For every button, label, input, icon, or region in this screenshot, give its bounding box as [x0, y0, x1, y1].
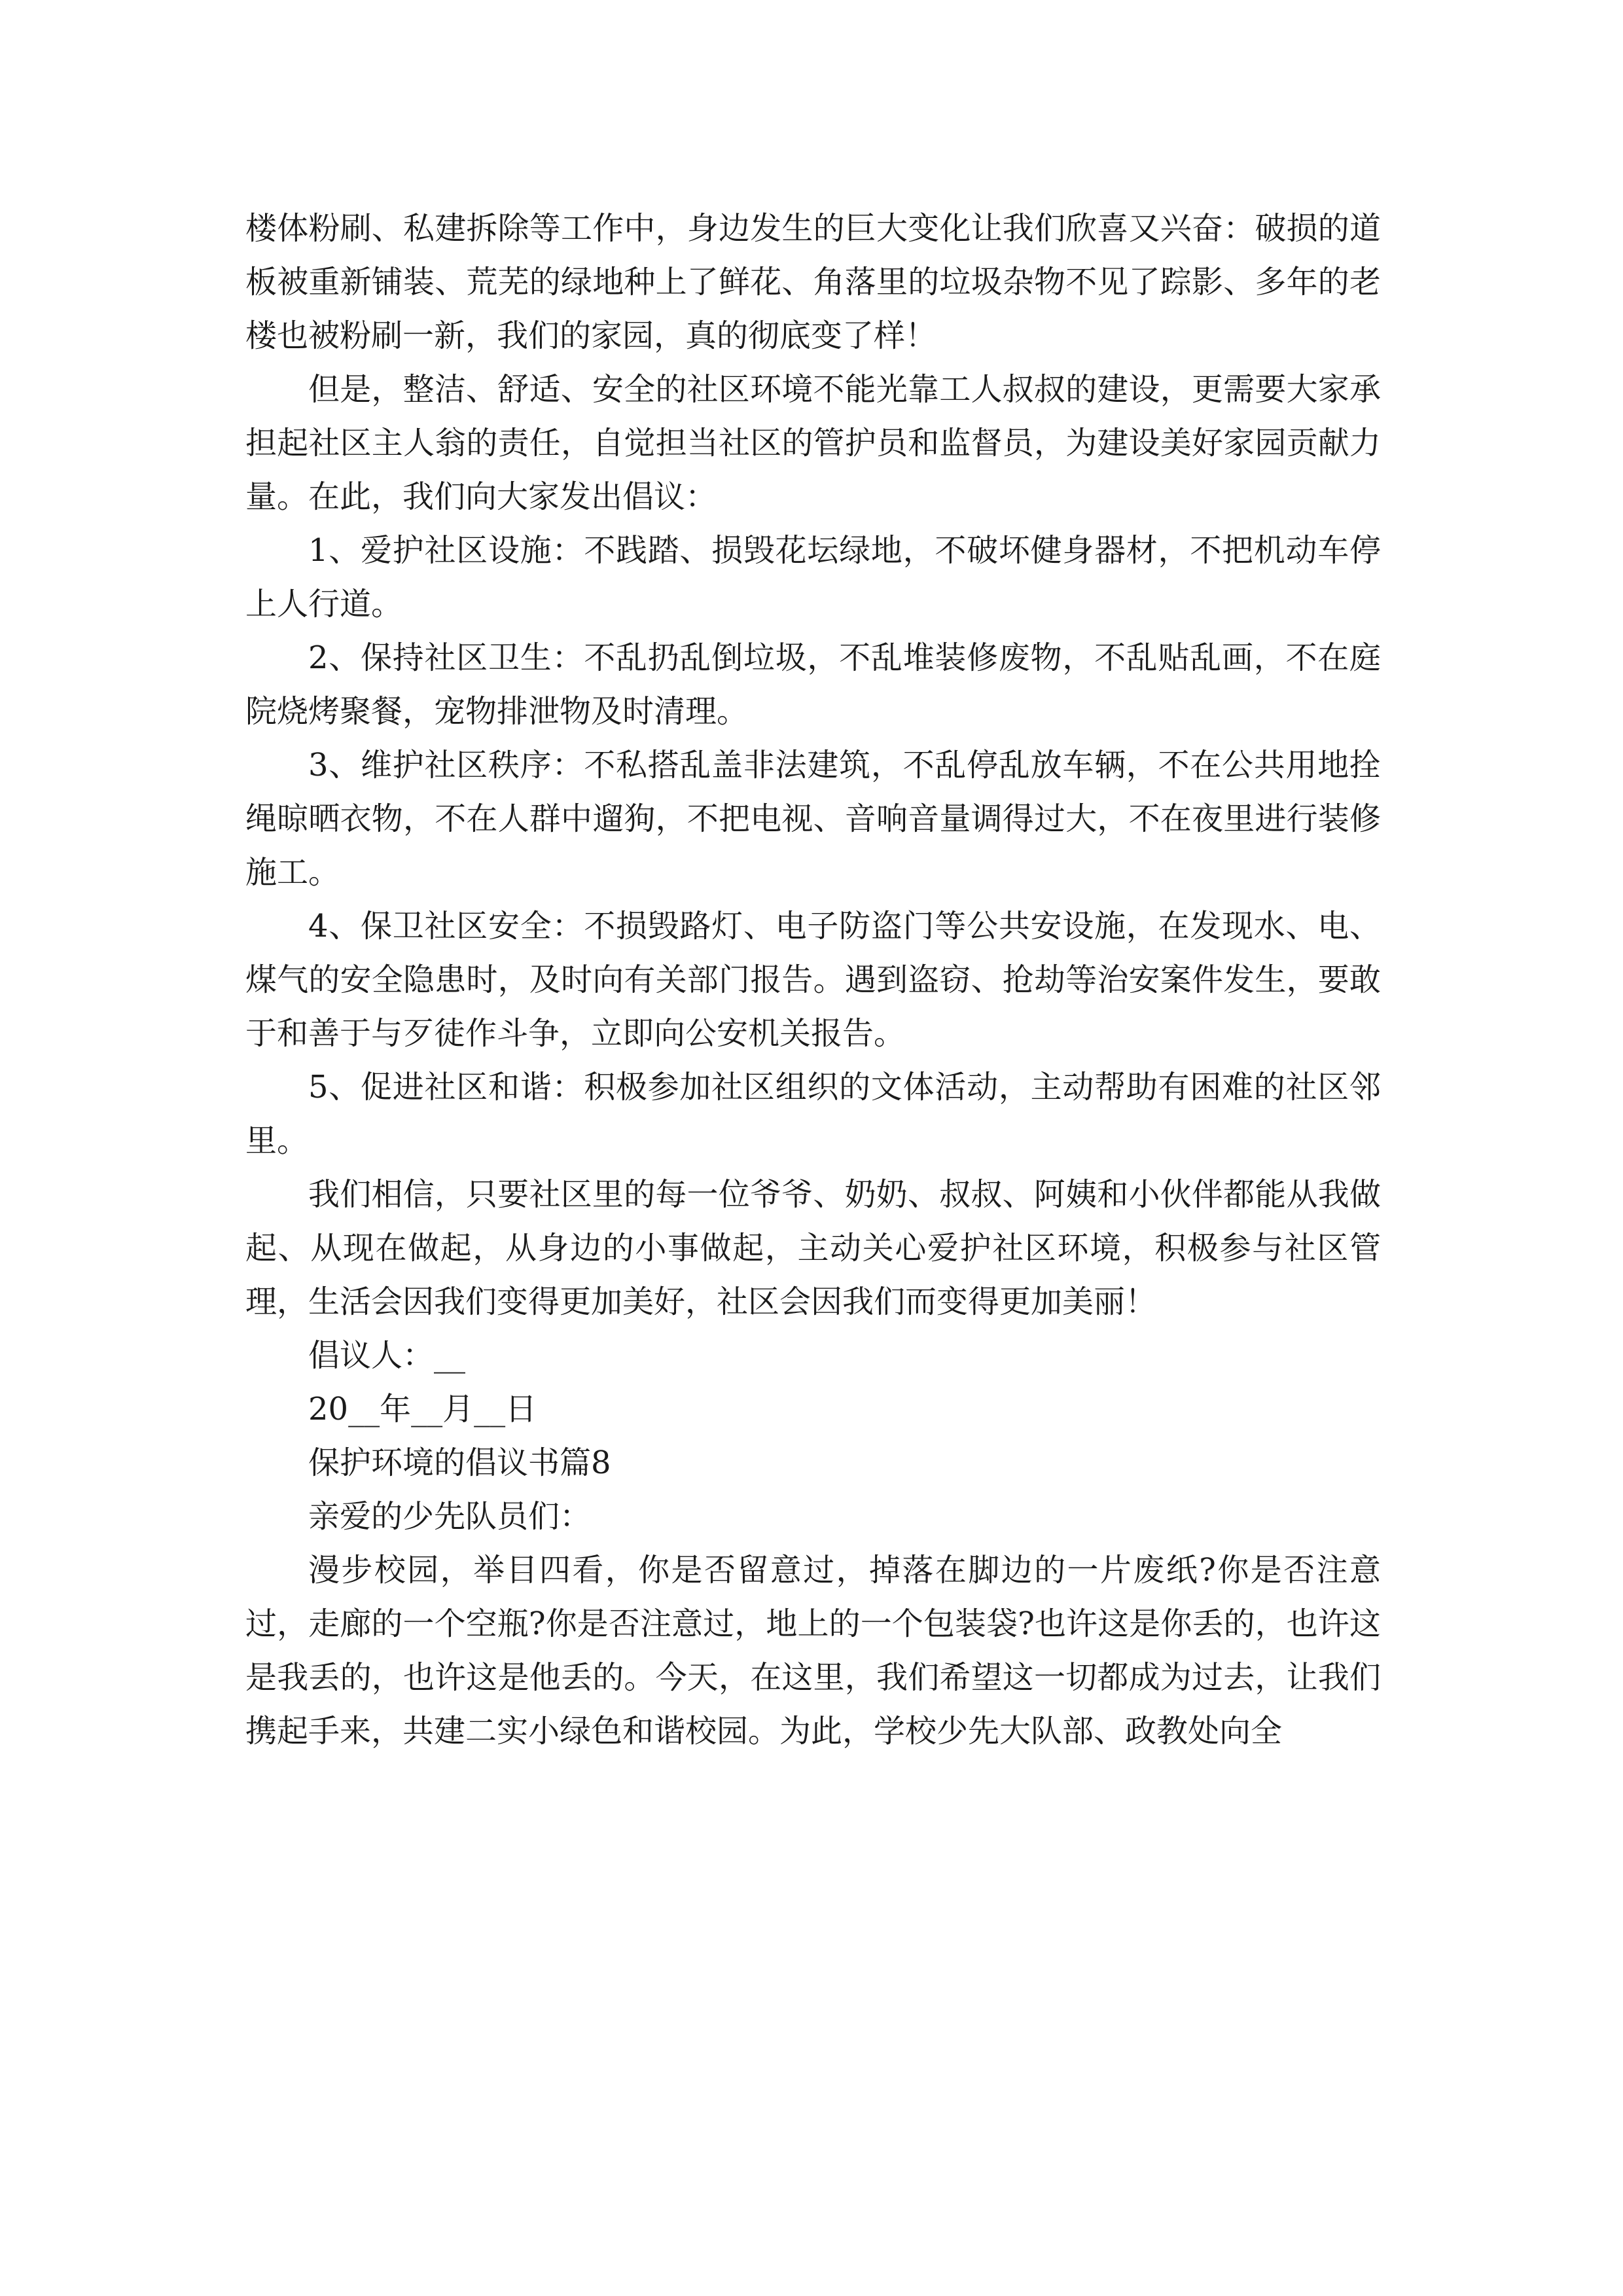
paragraph-item-2: 2、保持社区卫生：不乱扔乱倒垃圾，不乱堆装修废物，不乱贴乱画，不在庭院烧烤聚餐，宠物排泄物及时清理。 [245, 639, 1381, 730]
signature-line: 倡议人：__ [308, 1337, 466, 1374]
paragraph-campus-intro: 漫步校园，举目四看，你是否留意过，掉落在脚边的一片废纸?你是否注意过，走廊的一个空瓶?你是否注意过，地上的一个包装袋?也许这是你丢的，也许这是我丢的，也许这是他丢的。今天，在这里，我们希望这一切都成为过去，让我们携起手来，共建二实小绿色和谐校园。为此，学校少先大队部、政教处向全 [245, 1552, 1381, 1749]
paragraph-item-1: 1、爱护社区设施：不践踏、损毁花坛绿地，不破坏健身器材，不把机动车停上人行道。 [245, 532, 1381, 622]
paragraph-item-4: 4、保卫社区安全：不损毁路灯、电子防盗门等公共安设施，在发现水、电、煤气的安全隐患时，及时向有关部门报告。遇到盗窃、抢劫等治安案件发生，要敢于和善于与歹徒作斗争，立即向公安机关报告。 [245, 908, 1381, 1052]
paragraph-conclusion: 我们相信，只要社区里的每一位爷爷、奶奶、叔叔、阿姨和小伙伴都能从我做起、从现在做起，从身边的小事做起，主动关心爱护社区环境，积极参与社区管理，生活会因我们变得更加美好，社区会因我们而变得更加美丽！ [245, 1176, 1381, 1320]
date-line: 20__年__月__日 [308, 1391, 537, 1427]
paragraph-continuation: 楼体粉刷、私建拆除等工作中，身边发生的巨大变化让我们欣喜又兴奋：破损的道板被重新铺装、荒芜的绿地种上了鲜花、角落里的垃圾杂物不见了踪影、多年的老楼也被粉刷一新，我们的家园，真的彻底变了样！ [245, 210, 1381, 354]
paragraph-item-5: 5、促进社区和谐：积极参加社区组织的文体活动，主动帮助有困难的社区邻里。 [245, 1069, 1381, 1159]
section-title: 保护环境的倡议书篇8 [308, 1444, 611, 1481]
paragraph-appeal-intro: 但是，整洁、舒适、安全的社区环境不能光靠工人叔叔的建设，更需要大家承担起社区主人翁的责任，自觉担当社区的管护员和监督员，为建设美好家园贡献力量。在此，我们向大家发出倡议： [245, 371, 1381, 515]
document-body [245, 202, 1381, 1758]
paragraph-item-3: 3、维护社区秩序：不私搭乱盖非法建筑，不乱停乱放车辆，不在公共用地拴绳晾晒衣物，不在人群中遛狗，不把电视、音响音量调得过大，不在夜里进行装修施工。 [245, 747, 1381, 891]
salutation: 亲爱的少先队员们： [308, 1498, 592, 1535]
